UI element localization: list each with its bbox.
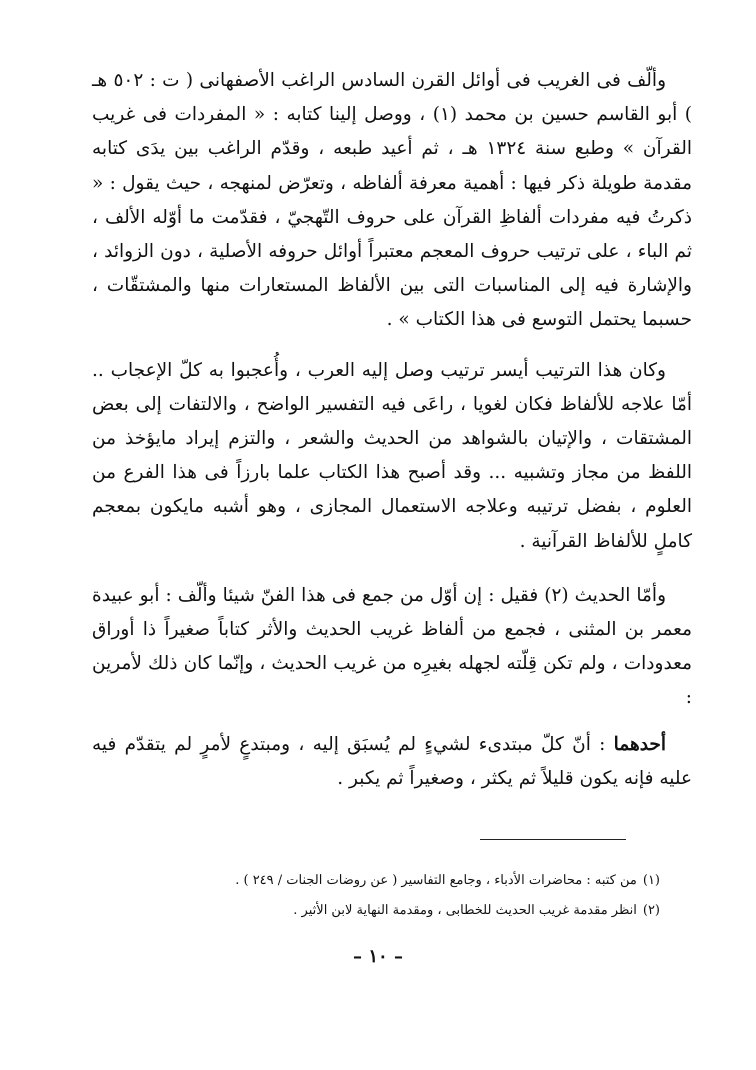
footnote-1	[100, 866, 660, 896]
footnote-2-text: انظر مقدمة غريب الحديث للخطابى ، ومقدمة النهاية لابن الأثير .	[293, 903, 637, 918]
footnote-divider	[480, 839, 626, 840]
paragraph-1: وألّف فى الغريب فى أوائل القرن السادس الراغب الأصفهانى ( ت : ٥٠٢ هـ ) أبو القاسم حسين بن محمد (١) ، ووصل إلينا كتابه : « المفردات فى غريب القرآن » وطبع سنة ١٣٢٤ هـ ، ثم أعيد طبعه ، وقدّم الراغب بين يدَى كتابه مقدمة طويلة ذكر فيها : أهمية معرفة ألفاظه ، وتعرّض لمنهجه ، حيث يقول : « ذكرتُ فيه مفردات ألفاظِ القرآن على حروف التّهجيّ ، فقدّمت ما أوّله الألف ، ثم الباء ، على ترتيب حروف المعجم معتبراً أوائل حروفه الأصلية ، دون الزوائد ، والإشارة فيه إلى المناسبات التى بين الألفاظ المستعارات منها والمشتقّات ، حسبما يحتمل التوسع فى هذا الكتاب » .	[92, 70, 693, 331]
footnote-2-number: (٢)	[642, 903, 660, 918]
paragraph-4	[92, 728, 692, 796]
footnote-1-number: (١)	[642, 873, 660, 888]
paragraph-3: وأمّا الحديث (٢) فقيل : إن أوّل من جمع فى هذا الفنّ شيئا وألّف : أبو عبيدة معمر بن المثنى ، فجمع من ألفاظ غريب الحديث والأثر كتاباً صغيراً ذا أوراق معدودات ، ولم تكن قِلّته لجهله بغيرِه من غريب الحديث ، وإنّما كان ذلك لأمرين :	[92, 584, 692, 709]
footnotes	[100, 866, 660, 926]
footnote-1-text: من كتبه : محاضرات الأدباء ، وجامع التفاسير ( عن روضات الجنات / ٢٤٩ ) .	[235, 873, 637, 888]
paragraph-4-lead: أحدهما	[613, 733, 666, 755]
paragraph-2: وكان هذا الترتيب أيسر ترتيب وصل إليه العرب ، وأُعجبوا به كلّ الإعجاب .. أمّا علاجه للألفاظ فكان لغويا ، راعَى فيه التفسير الواضح ، والالتفات إلى بعض المشتقات ، والإتيان بالشواهد من الحديث والشعر ، والتزم إيراد مايؤخذ من اللفظ من مجاز وتشبيه ... وقد أصبح هذا الكتاب علما بارزاً فى هذا الفرع من العلوم ، بفضل ترتيبه وعلاجه الاستعمال المجازى ، وهو أشبه مايكون بمعجم كاملٍ للألفاظ القرآنية .	[92, 359, 692, 552]
footnote-2	[100, 896, 660, 926]
main-text	[92, 64, 692, 796]
page-number: – ١٠ –	[353, 946, 403, 967]
paragraph-4-text: : أنّ كلّ مبتدىء لشيءٍ لم يُسبَق إليه ، ومبتدعٍ لأمرٍ لم يتقدّم فيه عليه فإنه يكون قليلاً ثم يكثر ، وصغيراً ثم يكبر .	[92, 733, 692, 789]
